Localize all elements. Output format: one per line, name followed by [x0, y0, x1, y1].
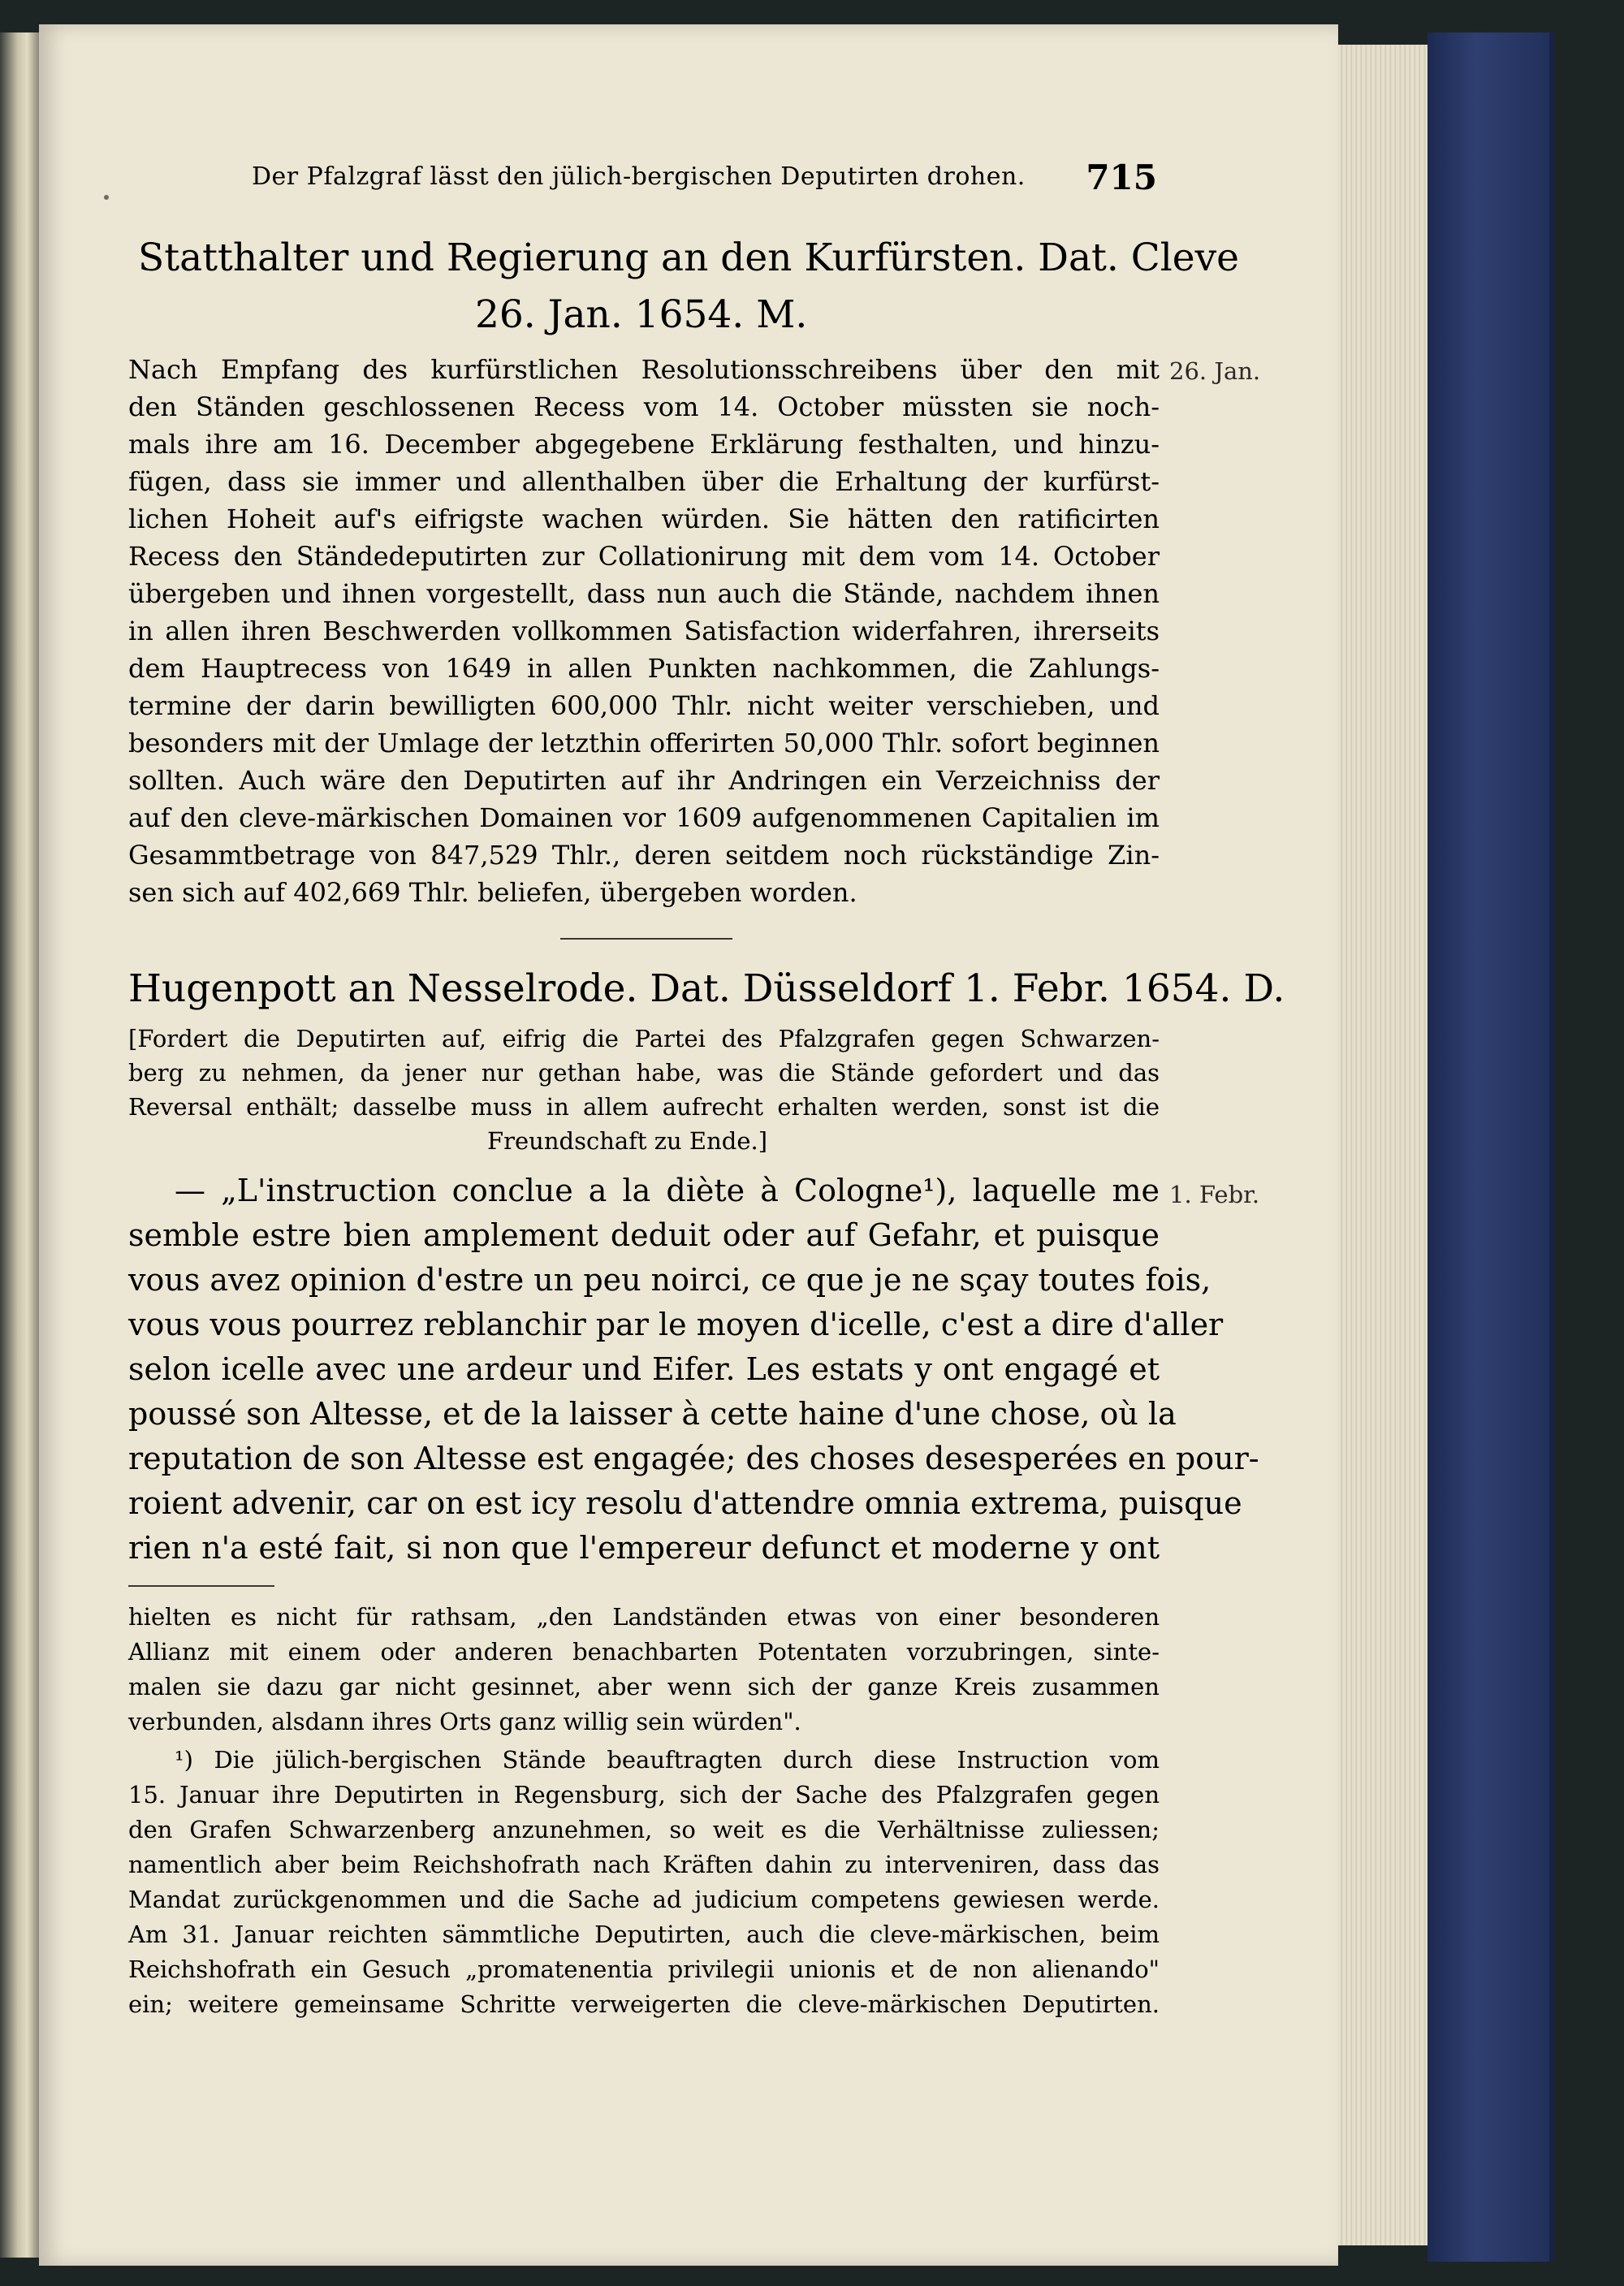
footnote-rule	[128, 1585, 274, 1587]
body-line: den Ständen geschlossenen Recess vom 14. October müssten sie noch-	[128, 391, 1160, 422]
body-line: auf den cleve-märkischen Domainen vor 1609 aufgenommenen Capitalien im	[128, 802, 1160, 833]
quote-line: rien n'a esté fait, si non que l'empereur defunct et moderne y ont	[128, 1530, 1160, 1566]
summary-line: Freundschaft zu Ende.]	[487, 1127, 768, 1155]
summary-line: berg zu nehmen, da jener nur gethan habe, was die Stände gefordert und das	[128, 1059, 1160, 1087]
page-edges	[1338, 45, 1427, 2245]
quote-line: roient advenir, car on est icy resolu d'attendre omnia extrema, puisque	[128, 1485, 1242, 1521]
section2-heading: Hugenpott an Nesselrode. Dat. Düsseldorf 1. Febr. 1654. D.	[128, 966, 1285, 1011]
footnote-1-line: Mandat zurückgenommen und die Sache ad judicium competens gewiesen werde.	[128, 1886, 1160, 1913]
footnote-line: malen sie dazu gar nicht gesinnet, aber wenn sich der ganze Kreis zusammen	[128, 1673, 1160, 1700]
footnote-1-line: ¹) Die jülich-bergischen Stände beauftragten durch diese Instruction vom	[175, 1746, 1160, 1774]
body-line: fügen, dass sie immer und allenthalben über die Erhaltung der kurfürst-	[128, 466, 1160, 497]
body-line: in allen ihren Beschwerden vollkommen Satisfaction widerfahren, ihrerseits	[128, 616, 1160, 646]
body-line: Nach Empfang des kurfürstlichen Resolutionsschreibens über den mit	[128, 354, 1160, 385]
body-line: besonders mit der Umlage der letzthin offerirten 50,000 Thlr. sofort beginnen	[128, 728, 1160, 758]
quote-line: reputation de son Altesse est engagée; des choses desesperées en pour-	[128, 1441, 1259, 1476]
body-line: sen sich auf 402,669 Thlr. beliefen, übergeben worden.	[128, 877, 857, 908]
page-number: 715	[1086, 158, 1157, 197]
footnote-1-line: namentlich aber beim Reichshofrath nach Kräften dahin zu interveniren, dass das	[128, 1851, 1160, 1878]
quote-line: poussé son Altesse, et de la laisser à cette haine d'une chose, où la	[128, 1396, 1177, 1432]
section1-heading-line2: 26. Jan. 1654. M.	[475, 292, 808, 337]
body-line: Recess den Ständedeputirten zur Collationirung mit dem vom 14. October	[128, 541, 1160, 572]
footnote-line: Allianz mit einem oder anderen benachbarten Potentaten vorzubringen, sinte-	[128, 1638, 1160, 1666]
footnote-line: verbunden, alsdann ihres Orts ganz willig sein würden".	[128, 1708, 801, 1735]
quote-line: vous avez opinion d'estre un peu noirci, ce que je ne sçay toutes fois,	[128, 1262, 1212, 1298]
running-title: Der Pfalzgraf lässt den jülich-bergischen Deputirten drohen.	[252, 162, 1026, 191]
footnote-1-line: den Grafen Schwarzenberg anzunehmen, so weit es die Verhältnisse zuliessen;	[128, 1816, 1160, 1843]
quote-line: — „L'instruction conclue a la diète à Cologne¹), laquelle me	[175, 1173, 1160, 1208]
page-mark	[104, 195, 109, 200]
running-head	[252, 158, 1165, 203]
quote-line: selon icelle avec une ardeur und Eifer. Les estats y ont engagé et	[128, 1351, 1160, 1387]
body-line: dem Hauptrecess von 1649 in allen Punkten nachkommen, die Zahlungs-	[128, 653, 1160, 684]
footnote-line: hielten es nicht für rathsam, „den Landständen etwas von einer besonderen	[128, 1603, 1160, 1631]
footnote-1-line: Am 31. Januar reichten sämmtliche Deputirten, auch die cleve-märkischen, beim	[128, 1921, 1160, 1948]
footnote-1-line: ein; weitere gemeinsame Schritte verweigerten die cleve-märkischen Deputirten.	[128, 1990, 1160, 2018]
margin-date-26-jan: 26. Jan.	[1169, 357, 1261, 385]
book-binding-left	[0, 32, 39, 2258]
section-divider	[560, 938, 732, 940]
footnote-1-line: 15. Januar ihre Deputirten in Regensburg, sich der Sache des Pfalzgrafen gegen	[128, 1781, 1160, 1808]
quote-line: semble estre bien amplement deduit oder auf Gefahr, et puisque	[128, 1217, 1160, 1253]
footnote-1-line: Reichshofrath ein Gesuch „promatenentia privilegii unionis et de non alienando"	[128, 1955, 1160, 1983]
body-line: mals ihre am 16. December abgegebene Erklärung festhalten, und hinzu-	[128, 429, 1160, 460]
summary-line: [Fordert die Deputirten auf, eifrig die Partei des Pfalzgrafen gegen Schwarzen-	[128, 1025, 1160, 1052]
body-line: sollten. Auch wäre den Deputirten auf ihr Andringen ein Verzeichniss der	[128, 765, 1160, 796]
body-line: termine der darin bewilligten 600,000 Thlr. nicht weiter verschieben, und	[128, 690, 1160, 721]
summary-line: Reversal enthält; dasselbe muss in allem aufrecht erhalten werden, sonst ist die	[128, 1093, 1160, 1121]
book-cover	[1427, 32, 1554, 2262]
section1-heading-line1: Statthalter und Regierung an den Kurfürsten. Dat. Cleve	[138, 236, 1239, 280]
margin-date-1-febr: 1. Febr.	[1169, 1181, 1260, 1208]
body-line: lichen Hoheit auf's eifrigste wachen würden. Sie hätten den ratificirten	[128, 503, 1160, 534]
quote-line: vous vous pourrez reblanchir par le moyen d'icelle, c'est a dire d'aller	[128, 1307, 1224, 1342]
body-line: Gesammtbetrage von 847,529 Thlr., deren seitdem noch rückständige Zin-	[128, 840, 1160, 871]
body-line: übergeben und ihnen vorgestellt, dass nun auch die Stände, nachdem ihnen	[128, 578, 1160, 609]
